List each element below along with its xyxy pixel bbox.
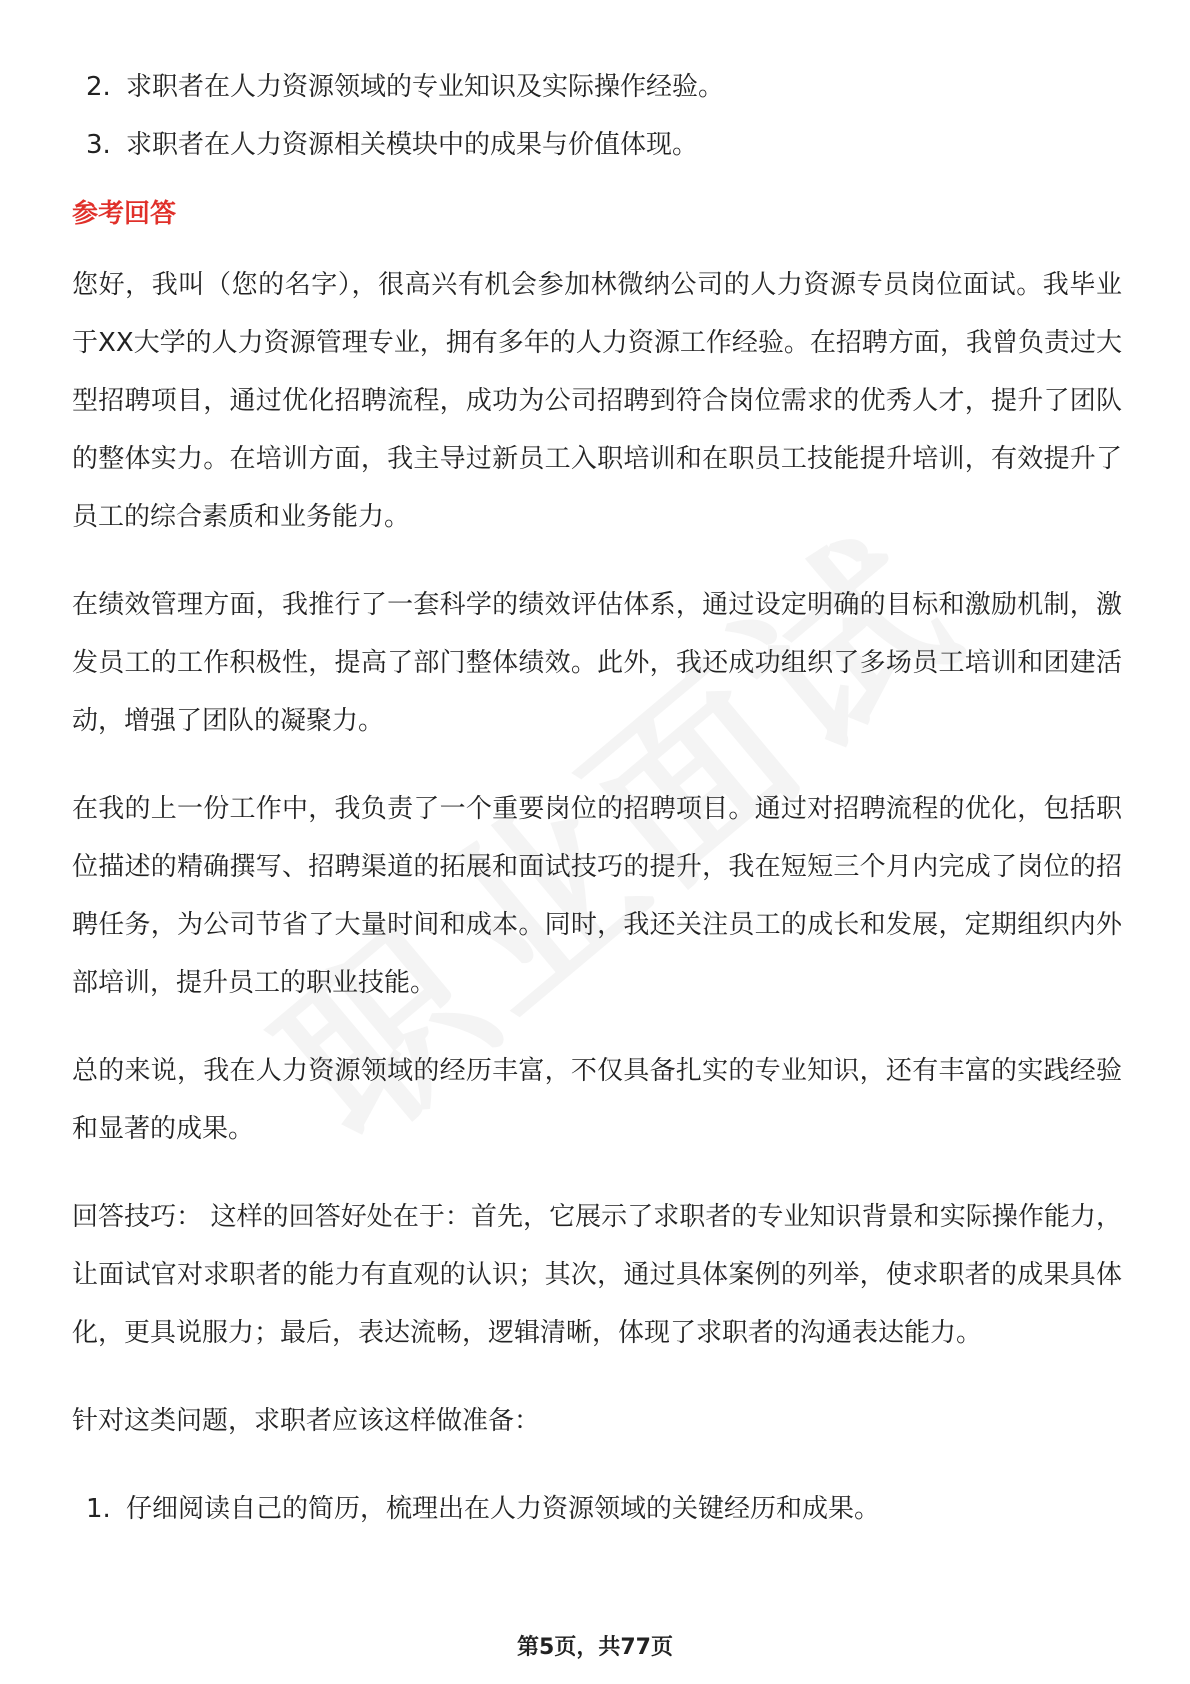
paragraph-tips: 回答技巧： 这样的回答好处在于：首先，它展示了求职者的专业知识背景和实际操作能力，让面试官对求职者的能力有直观的认识；其次，通过具体案例的列举，使求职者的成果具体化，更具说服力；最后，表达流畅，逻辑清晰，体现了求职者的沟通表达能力。 [72,1202,1122,1348]
paragraph-performance: 在绩效管理方面，我推行了一套科学的绩效评估体系，通过设定明确的目标和激励机制，激发员工的工作积极性，提高了部门整体绩效。此外，我还成功组织了多场员工培训和团建活动，增强了团队的凝聚力。 [72,590,1122,736]
document-body [72,58,1122,1538]
list-item [72,58,1122,116]
paragraph-intro: 您好，我叫（您的名字），很高兴有机会参加林微纳公司的人力资源专员岗位面试。我毕业于XX大学的人力资源管理专业，拥有多年的人力资源工作经验。在招聘方面，我曾负责过大型招聘项目，通过优化招聘流程，成功为公司招聘到符合岗位需求的优秀人才，提升了团队的整体实力。在培训方面，我主导过新员工入职培训和在职员工技能提升培训，有效提升了员工的综合素质和业务能力。 [72,270,1122,532]
list-number: 1. [86,1494,111,1524]
paragraph-previous-job: 在我的上一份工作中，我负责了一个重要岗位的招聘项目。通过对招聘流程的优化，包括职位描述的精确撰写、招聘渠道的拓展和面试技巧的提升，我在短短三个月内完成了岗位的招聘任务，为公司节省了大量时间和成本。同时，我还关注员工的成长和发展，定期组织内外部培训，提升员工的职业技能。 [72,794,1122,998]
list-item [72,1480,1122,1538]
section-title: 参考回答 [72,199,177,229]
list-text: 求职者在人力资源相关模块中的成果与价值体现。 [126,130,699,160]
paragraph-summary: 总的来说，我在人力资源领域的经历丰富，不仅具备扎实的专业知识，还有丰富的实践经验和显著的成果。 [72,1056,1122,1144]
list-text: 求职者在人力资源领域的专业知识及实际操作经验。 [126,72,725,102]
list-number: 2. [86,72,111,102]
list-number: 3. [86,130,111,160]
paragraph-preparation: 针对这类问题，求职者应该这样做准备： [72,1406,541,1436]
page-footer: 第5页，共77页 [517,1635,673,1660]
list-item [72,116,1122,174]
list-text: 仔细阅读自己的简历，梳理出在人力资源领域的关键经历和成果。 [126,1494,881,1524]
